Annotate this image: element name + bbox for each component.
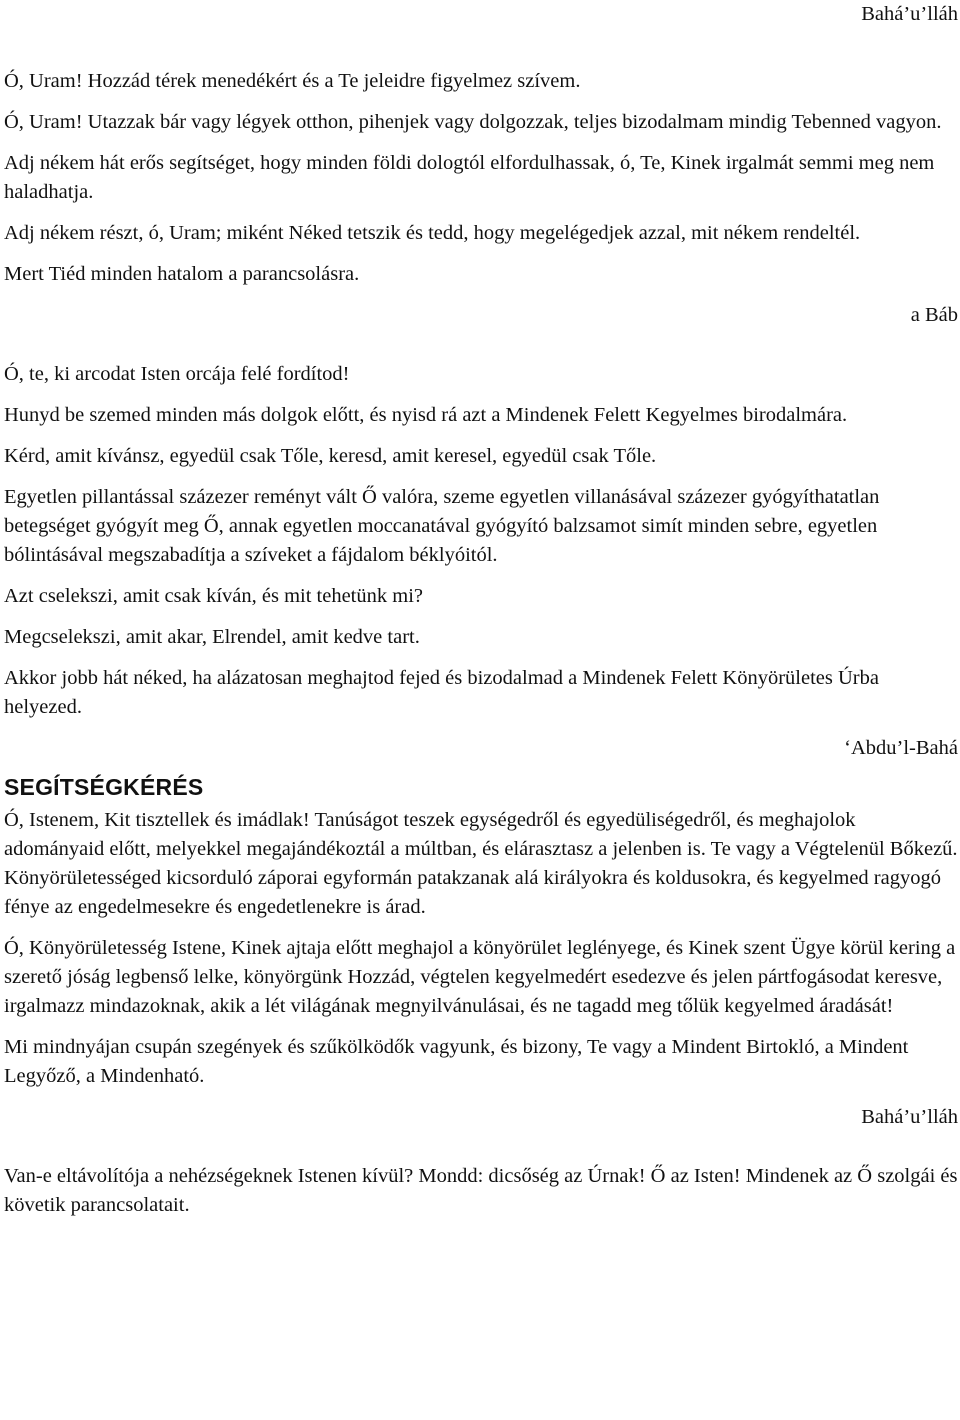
document-page: [4, 0, 958, 1220]
prayer2-paragraph-3: Kérd, amit kívánsz, egyedül csak Tőle, keresd, amit keresel, egyedül csak Tőle.: [4, 445, 657, 467]
attribution-bab: a Báb: [910, 304, 958, 326]
prayer2-paragraph-6: Megcselekszi, amit akar, Elrendel, amit kedve tart.: [4, 626, 420, 648]
attribution-bahaullah-bottom: Bahá’u’lláh: [861, 1106, 958, 1128]
attribution-abdul-baha: ‘Abdu’l-Bahá: [844, 737, 958, 759]
prayer2-paragraph-5: Azt cselekszi, amit csak kíván, és mit tehetünk mi?: [4, 585, 423, 607]
section-heading: SEGÍTSÉGKÉRÉS: [4, 774, 204, 800]
attribution-bahaullah-top: Bahá’u’lláh: [861, 3, 958, 25]
prayer3-paragraph-2: Ó, Könyörületesség Istene, Kinek ajtaja előtt meghajol a könyörület leglényege, és Kinek szent Ügye körül kering a szerető jóság legbenső lelke, könyörgünk Hozzád, végtelen kegyelmedért esedezve és jelen pártfogásodat keresve, irgalmazz mindazoknak, akik a lét világának megnyilvánulásai, és ne tagadd meg tőlük kegyelmed áradását!: [4, 937, 956, 1017]
prayer1-paragraph-1: Ó, Uram! Hozzád térek menedékért és a Te jeleidre figyelmez szívem.: [4, 70, 581, 92]
prayer1-paragraph-4: Adj nékem részt, ó, Uram; miként Néked tetszik és tedd, hogy megelégedjek azzal, mit nékem rendeltél.: [4, 222, 861, 244]
prayer2-paragraph-4: Egyetlen pillantással százezer reményt vált Ő valóra, szeme egyetlen villanásával százezer gyógyíthatatlan betegséget gyógyít meg Ő, annak egyetlen moccanatával gyógyító balzsamot simít minden sebre, egyetlen bólintásával megszabadítja a szíveket a fájdalom béklyóitól.: [4, 486, 880, 566]
prayer2-paragraph-7: Akkor jobb hát néked, ha alázatosan meghajtod fejed és bizodalmad a Mindenek Felett Könyörületes Úrba helyezed.: [4, 667, 879, 718]
prayer1-paragraph-2: Ó, Uram! Utazzak bár vagy légyek otthon, pihenjek vagy dolgozzak, teljes bizodalmam mindig Tebenned vagyon.: [4, 111, 942, 133]
prayer4-paragraph-1: Van-e eltávolítója a nehézségeknek Istenen kívül? Mondd: dicsőség az Úrnak! Ő az Isten! Mindenek az Ő szolgái és követik parancsolatait.: [4, 1165, 958, 1216]
prayer3-paragraph-1: Ó, Istenem, Kit tisztellek és imádlak! Tanúságot teszek egységedről és egyedüliségedről, és meghajolok adományaid előtt, melyekkel megajándékoztál a múltban, és elárasztasz a jelenben is. Te vagy a Végtelenül Bőkezű. Könyörületességed kicsorduló záporai egyformán patakzanak alá királyokra és koldusokra, és kegyelmed ragyogó fénye az engedelmesekre és engedetlenekre is árad.: [4, 809, 958, 918]
prayer1-paragraph-3: Adj nékem hát erős segítséget, hogy minden földi dologtól elfordulhassak, ó, Te, Kinek irgalmát semmi meg nem haladhatja.: [4, 152, 935, 203]
prayer2-paragraph-2: Hunyd be szemed minden más dolgok előtt, és nyisd rá azt a Mindenek Felett Kegyelmes birodalmára.: [4, 404, 848, 426]
prayer1-paragraph-5: Mert Tiéd minden hatalom a parancsolásra.: [4, 263, 360, 285]
prayer3-paragraph-3: Mi mindnyájan csupán szegények és szűkölködők vagyunk, és bizony, Te vagy a Mindent Birtokló, a Mindent Legyőző, a Mindenható.: [4, 1036, 909, 1087]
prayer2-paragraph-1: Ó, te, ki arcodat Isten orcája felé fordítod!: [4, 363, 350, 385]
